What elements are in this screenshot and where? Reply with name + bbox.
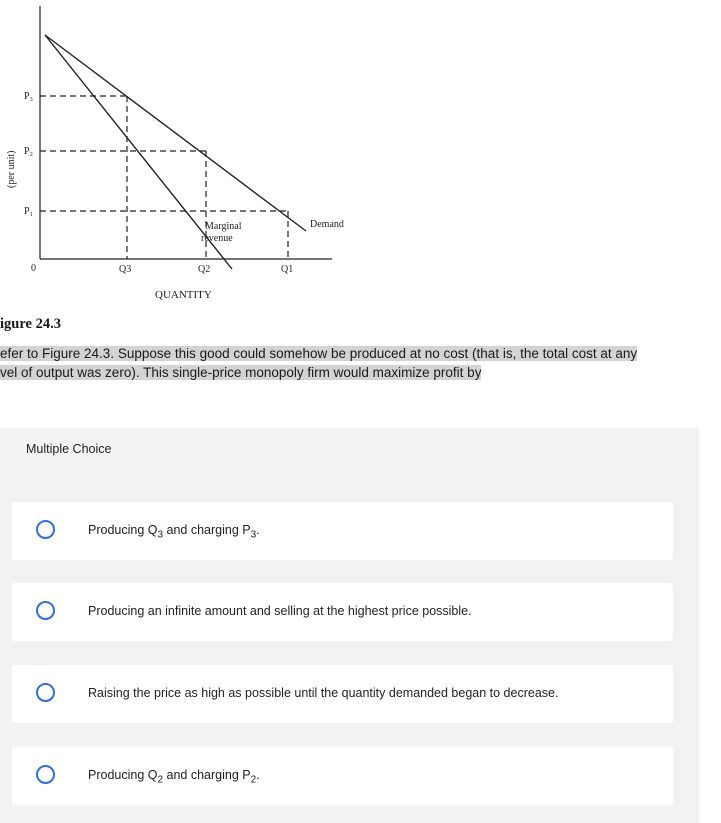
question-text — [0, 344, 672, 382]
choice-a[interactable] — [12, 502, 673, 560]
choice-b[interactable] — [12, 583, 673, 641]
demand-label: Demand — [310, 219, 344, 230]
price-label-p3: P₃ — [24, 91, 34, 102]
multiple-choice-panel — [0, 428, 699, 823]
origin-label: 0 — [31, 263, 36, 274]
demand-curve — [45, 35, 306, 231]
radio-button-icon[interactable] — [36, 601, 55, 620]
choice-c[interactable] — [12, 665, 673, 723]
price-label-p2: P₂ — [24, 146, 34, 157]
figure-24-3-graph — [0, 0, 360, 310]
choice-d[interactable] — [12, 747, 673, 805]
choice-c-label: Raising the price as high as possible until the quantity demanded began to decrease. — [88, 686, 559, 700]
quantity-label-q3: Q3 — [119, 264, 132, 275]
figure-title: igure 24.3 — [0, 316, 61, 332]
price-label-p1: P₁ — [24, 206, 34, 217]
radio-button-icon[interactable] — [36, 765, 55, 784]
x-axis-label: QUANTITY — [155, 289, 212, 301]
radio-button-icon[interactable] — [36, 520, 55, 539]
quantity-label-q1: Q1 — [281, 264, 294, 275]
choice-d-label: Producing $Q_2$ and charging $P_2$. — [88, 768, 260, 786]
y-axis-label: (per unit) — [6, 150, 17, 188]
mr-label-line1: Marginal — [205, 221, 242, 232]
choice-a-label: Producing $Q_3$ and charging $P_3$. — [88, 523, 260, 541]
mr-label-line2: revenue — [201, 233, 233, 244]
quantity-label-q2: Q2 — [198, 264, 211, 275]
question-line-2: vel of output was zero). This single-price monopoly firm would maximize profit by — [0, 365, 482, 380]
radio-button-icon[interactable] — [36, 683, 55, 702]
choice-b-label: Producing an infinite amount and selling at the highest price possible. — [88, 604, 472, 618]
question-line-1: efer to Figure 24.3. Suppose this good could somehow be produced at no cost (that is, the total cost at any — [0, 346, 638, 361]
panel-heading: Multiple Choice — [26, 442, 112, 456]
